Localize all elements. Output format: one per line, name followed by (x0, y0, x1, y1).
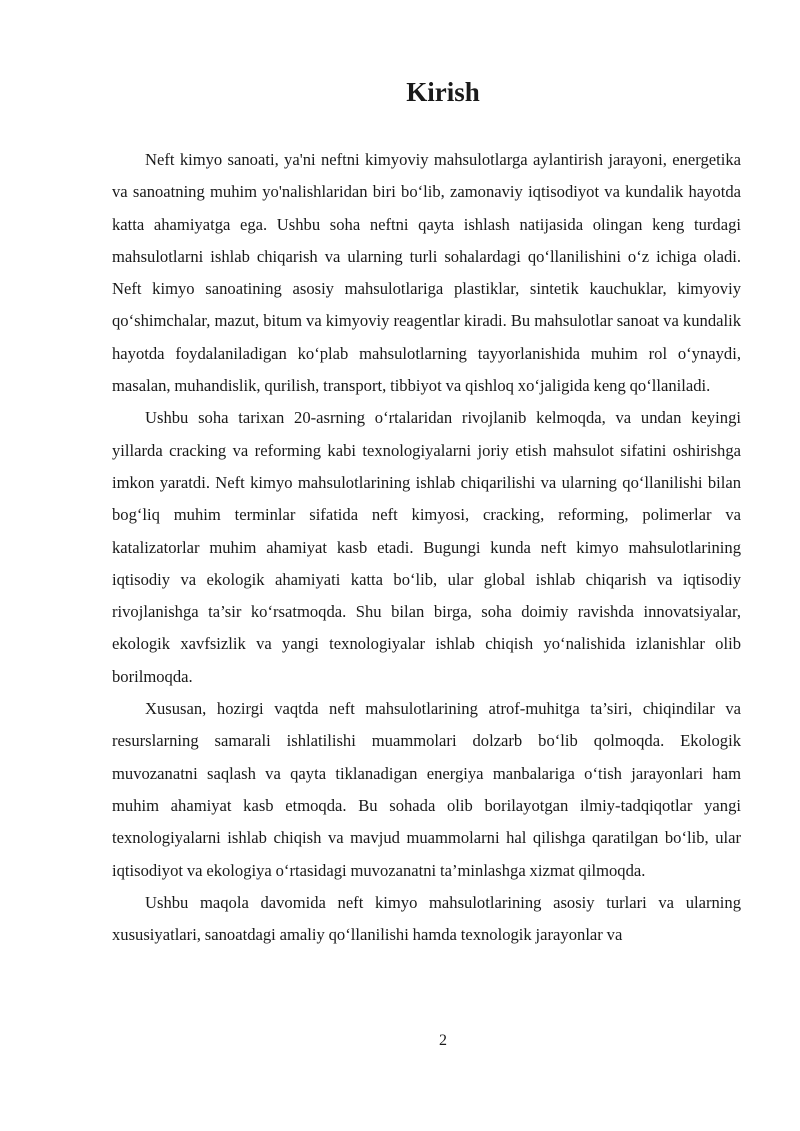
paragraph: Ushbu maqola davomida neft kimyo mahsulotlarining asosiy turlari va ularning xususiyatlari, sanoatdagi amaliy qo‘llanilishi hamda texnologik jarayonlar va (112, 892, 741, 945)
page-number: 2 (439, 1032, 447, 1049)
document-body (112, 144, 741, 951)
paragraph: Xususan, hozirgi vaqtda neft mahsulotlarining atrof-muhitga ta’siri, chiqindilar va resurslarning samarali ishlatilishi muammolari dolzarb bo‘lib qolmoqda. Ekologik muvozanatni saqlash va qayta tiklanadigan energiya manbalariga o‘tish jarayonlari ham muhim ahamiyat kasb etmoqda. Bu sohada olib borilayotgan ilmiy-tadqiqotlar yangi texnologiyalarni ishlab chiqish va mavjud muammolarni hal qilishga qaratilgan bo‘lib, ular iqtisodiyot va ekologiya o‘rtasidagi muvozanatni ta’minlashga xizmat qilmoqda. (112, 699, 741, 880)
paragraph: Ushbu soha tarixan 20-asrning o‘rtalaridan rivojlanib kelmoqda, va undan keyingi yillarda cracking va reforming kabi texnologiyalarni joriy etish mahsulot sifatini oshirishga imkon yaratdi. Neft kimyo mahsulotlarining ishlab chiqarilishi va ularning qo‘llanilishi bilan bog‘liq muhim terminlar sifatida neft kimyosi, cracking, reforming, polimerlar va katalizatorlar muhim ahamiyat kasb etadi. Bugungi kunda neft kimyo mahsulotlarining iqtisodiy va ekologik ahamiyati katta bo‘lib, ular global ishlab chiqarish va iqtisodiy rivojlanishga ta’sir ko‘rsatmoqda. Shu bilan birga, soha doimiy ravishda innovatsiyalar, ekologik xavfsizlik va yangi texnologiyalar ishlab chiqish yo‘nalishida izlanishlar olib borilmoqda. (112, 408, 741, 686)
page-title: Kirish (406, 77, 480, 107)
paragraph: Neft kimyo sanoati, ya'ni neftni kimyoviy mahsulotlarga aylantirish jarayoni, energetika va sanoatning muhim yo'nalishlaridan biri bo‘lib, zamonaviy iqtisodiyot va kundalik hayotda katta ahamiyatga ega. Ushbu soha neftni qayta ishlash natijasida olingan keng turdagi mahsulotlarni ishlab chiqarish va ularning turli sohalardagi qo‘llanilishini o‘z ichiga oladi. Neft kimyo sanoatining asosiy mahsulotlariga plastiklar, sintetik kauchuklar, kimyoviy qo‘shimchalar, mazut, bitum va kimyoviy reagentlar kiradi. Bu mahsulotlar sanoat va kundalik hayotda foydalaniladigan ko‘plab mahsulotlarning tayyorlanishida muhim rol o‘ynaydi, masalan, muhandislik, qurilish, transport, tibbiyot va qishloq xo‘jaligida keng qo‘llaniladi. (112, 150, 741, 396)
